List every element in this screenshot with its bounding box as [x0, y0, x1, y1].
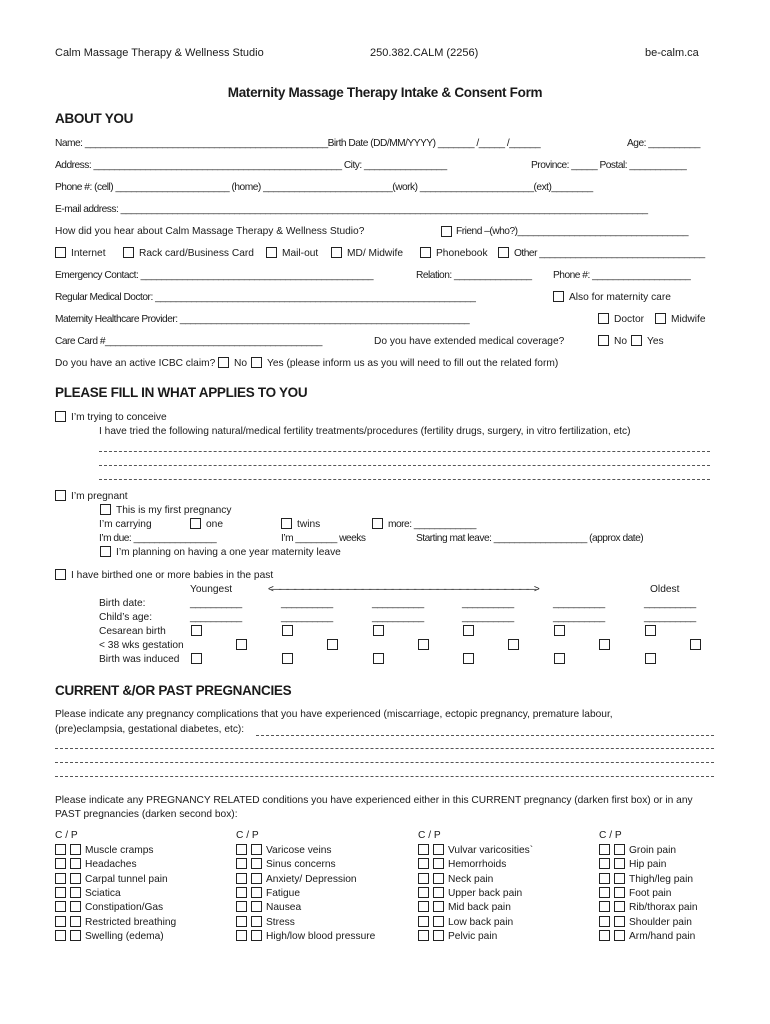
child-6-birth-date[interactable]: __________	[644, 598, 696, 609]
condition-label: Shoulder pain	[629, 917, 692, 928]
gestation-checkbox[interactable]	[508, 639, 519, 650]
midwife-checkbox[interactable]	[655, 313, 666, 324]
form-title: Maternity Massage Therapy Intake & Consent Form	[227, 85, 543, 100]
current-checkbox[interactable]	[418, 887, 429, 898]
past-checkbox[interactable]	[433, 916, 444, 927]
past-checkbox[interactable]	[251, 930, 262, 941]
weeks-field[interactable]: I’m ________ weeks	[281, 533, 366, 544]
coverage-yes-label: Yes	[647, 336, 664, 347]
phone-fields[interactable]: Phone #: (cell) ______________________ (home) _________________________(work) ______________________(ext)________	[55, 182, 593, 193]
fertility-line-2[interactable]	[99, 465, 710, 466]
condition-label: Restricted breathing	[85, 917, 177, 928]
pregnant-checkbox[interactable]	[55, 490, 66, 501]
current-checkbox[interactable]	[599, 901, 610, 912]
age-field[interactable]: Age: __________	[627, 138, 700, 149]
past-checkbox[interactable]	[70, 930, 81, 941]
current-checkbox[interactable]	[418, 901, 429, 912]
current-checkbox[interactable]	[236, 844, 247, 855]
conceive-checkbox[interactable]	[55, 411, 66, 422]
fertility-prompt: I have tried the following natural/medical fertility treatments/procedures (fertility drugs, surgery, in vitro fertilization, etc)	[99, 426, 631, 437]
past-checkbox[interactable]	[433, 930, 444, 941]
induced-label: Birth was induced	[99, 654, 180, 665]
child-2-age[interactable]: __________	[281, 612, 333, 623]
coverage-yes-checkbox[interactable]	[631, 335, 642, 346]
birthed-checkbox[interactable]	[55, 569, 66, 580]
current-checkbox[interactable]	[418, 844, 429, 855]
current-checkbox[interactable]	[55, 930, 66, 941]
child-1-birth-date[interactable]: __________	[190, 598, 242, 609]
condition-label: Muscle cramps	[85, 845, 154, 856]
cesarean-checkbox[interactable]	[554, 625, 565, 636]
current-checkbox[interactable]	[236, 887, 247, 898]
condition-label: Sinus concerns	[266, 859, 336, 870]
child-1-age[interactable]: __________	[190, 612, 242, 623]
twins-label: twins	[297, 519, 321, 530]
icbc-no-checkbox[interactable]	[218, 357, 229, 368]
past-checkbox[interactable]	[614, 901, 625, 912]
doctor-label: Doctor	[614, 314, 645, 325]
past-checkbox[interactable]	[251, 901, 262, 912]
current-checkbox[interactable]	[236, 858, 247, 869]
condition-label: Groin pain	[629, 845, 677, 856]
birth-date-label: Birth date:	[99, 598, 146, 609]
coverage-no-label: No	[614, 336, 628, 347]
icbc-yes-checkbox[interactable]	[251, 357, 262, 368]
pregnant-label: I’m pregnant	[71, 491, 128, 502]
cp-header-1: C / P	[55, 830, 78, 841]
past-checkbox[interactable]	[614, 858, 625, 869]
child-2-birth-date[interactable]: __________	[281, 598, 333, 609]
induced-checkbox[interactable]	[373, 653, 384, 664]
child-5-birth-date[interactable]: __________	[553, 598, 605, 609]
section-about-you: ABOUT YOU	[55, 111, 134, 126]
internet-checkbox[interactable]	[55, 247, 66, 258]
cp-header-4: C / P	[599, 830, 622, 841]
induced-checkbox[interactable]	[191, 653, 202, 664]
complications-line-1[interactable]	[55, 748, 714, 749]
one-checkbox[interactable]	[190, 518, 201, 529]
condition-label: Hemorrhoids	[448, 859, 507, 870]
section-applies: PLEASE FILL IN WHAT APPLIES TO YOU	[55, 385, 308, 400]
current-checkbox[interactable]	[599, 916, 610, 927]
phonebook-label: Phonebook	[436, 248, 488, 259]
md-midwife-label: MD/ Midwife	[347, 248, 404, 259]
current-checkbox[interactable]	[599, 873, 610, 884]
cp-header-3: C / P	[418, 830, 441, 841]
twins-checkbox[interactable]	[281, 518, 292, 529]
coverage-no-checkbox[interactable]	[598, 335, 609, 346]
icbc-yes-label: Yes (please inform us as you will need to fill out the related form)	[267, 358, 559, 369]
cesarean-checkbox[interactable]	[191, 625, 202, 636]
emergency-contact-field[interactable]: Emergency Contact: _____________________________________________	[55, 270, 374, 281]
condition-label: Sciatica	[85, 888, 121, 899]
oldest-label: Oldest	[650, 584, 680, 595]
induced-checkbox[interactable]	[645, 653, 656, 664]
icbc-question: Do you have an active ICBC claim?	[55, 358, 216, 369]
first-pregnancy-checkbox[interactable]	[100, 504, 111, 515]
past-checkbox[interactable]	[70, 916, 81, 927]
complications-line-0[interactable]	[256, 735, 714, 736]
cesarean-checkbox[interactable]	[463, 625, 474, 636]
mail-out-label: Mail-out	[282, 248, 319, 259]
relation-field[interactable]: Relation: _______________	[416, 270, 532, 281]
child-3-age[interactable]: __________	[372, 612, 424, 623]
referral-question: How did you hear about Calm Massage Therapy & Wellness Studio?	[55, 226, 365, 237]
cesarean-checkbox[interactable]	[645, 625, 656, 636]
past-checkbox[interactable]	[70, 858, 81, 869]
condition-label: Varicose veins	[266, 845, 332, 856]
past-checkbox[interactable]	[433, 844, 444, 855]
rack-card-label: Rack card/Business Card	[139, 248, 254, 259]
condition-label: Thigh/leg pain	[629, 874, 694, 885]
current-checkbox[interactable]	[418, 858, 429, 869]
condition-label: Upper back pain	[448, 888, 523, 899]
rack-card-checkbox[interactable]	[123, 247, 134, 258]
gestation-checkbox[interactable]	[418, 639, 429, 650]
past-checkbox[interactable]	[433, 873, 444, 884]
current-checkbox[interactable]	[599, 858, 610, 869]
past-checkbox[interactable]	[251, 844, 262, 855]
care-card-field[interactable]: Care Card #__________________________________________	[55, 336, 322, 347]
cesarean-label: Cesarean birth	[99, 626, 166, 637]
carrying-label: I’m carrying	[99, 519, 152, 530]
child-5-age[interactable]: __________	[553, 612, 605, 623]
cp-header-2: C / P	[236, 830, 259, 841]
condition-label: Vulvar varicosities`	[448, 845, 534, 856]
past-checkbox[interactable]	[614, 916, 625, 927]
condition-label: Anxiety/ Depression	[266, 874, 357, 885]
induced-checkbox[interactable]	[282, 653, 293, 664]
address-city-field[interactable]: Address: ________________________________________________ City: ________________	[55, 160, 447, 171]
current-checkbox[interactable]	[55, 858, 66, 869]
child-4-birth-date[interactable]: __________	[462, 598, 514, 609]
gestation-checkbox[interactable]	[327, 639, 338, 650]
emergency-phone-field[interactable]: Phone #: ___________________	[553, 270, 691, 281]
complications-prompt-1: Please indicate any pregnancy complications that you have experienced (miscarriage, ectopic pregnancy, premature labour,	[55, 709, 613, 720]
also-maternity-checkbox[interactable]	[553, 291, 564, 302]
past-checkbox[interactable]	[70, 844, 81, 855]
friend-field[interactable]: Friend –(who?)_________________________________	[456, 226, 688, 237]
phonebook-checkbox[interactable]	[420, 247, 431, 258]
current-checkbox[interactable]	[599, 887, 610, 898]
current-checkbox[interactable]	[418, 873, 429, 884]
child-4-age[interactable]: __________	[462, 612, 514, 623]
current-checkbox[interactable]	[236, 930, 247, 941]
doctor-checkbox[interactable]	[598, 313, 609, 324]
mat-leave-field[interactable]: Starting mat leave: __________________ (approx date)	[416, 533, 644, 544]
current-checkbox[interactable]	[55, 916, 66, 927]
past-checkbox[interactable]	[70, 873, 81, 884]
related-prompt-2: PAST pregnancies (darken second box):	[55, 809, 238, 820]
provider-field[interactable]: Maternity Healthcare Provider: ________________________________________________________	[55, 314, 470, 325]
doctor-field[interactable]: Regular Medical Doctor: ______________________________________________________________	[55, 292, 476, 303]
other-field[interactable]: Other ________________________________	[514, 248, 705, 259]
other-checkbox[interactable]	[498, 247, 509, 258]
past-checkbox[interactable]	[70, 901, 81, 912]
email-field[interactable]: E-mail address: ______________________________________________________________________________________________________	[55, 204, 648, 215]
past-checkbox[interactable]	[251, 858, 262, 869]
condition-label: Arm/hand pain	[629, 931, 696, 942]
current-checkbox[interactable]	[55, 873, 66, 884]
current-checkbox[interactable]	[599, 844, 610, 855]
condition-label: Constipation/Gas	[85, 902, 164, 913]
past-checkbox[interactable]	[251, 873, 262, 884]
first-pregnancy-label: This is my first pregnancy	[116, 505, 232, 516]
due-date-field[interactable]: I’m due: ________________	[99, 533, 217, 544]
current-checkbox[interactable]	[55, 844, 66, 855]
related-prompt-1: Please indicate any PREGNANCY RELATED conditions you have experienced either in this CURRENT pregnancy (darken first box) or in any	[55, 795, 693, 806]
cesarean-checkbox[interactable]	[282, 625, 293, 636]
past-checkbox[interactable]	[251, 916, 262, 927]
birthed-label: I have birthed one or more babies in the past	[71, 570, 274, 581]
one-label: one	[206, 519, 223, 530]
condition-label: Fatigue	[266, 888, 300, 899]
current-checkbox[interactable]	[418, 930, 429, 941]
past-checkbox[interactable]	[614, 844, 625, 855]
childs-age-label: Child’s age:	[99, 612, 153, 623]
condition-label: Pelvic pain	[448, 931, 498, 942]
complications-prompt-2: (pre)eclampsia, gestational diabetes, etc):	[55, 724, 245, 735]
past-checkbox[interactable]	[433, 901, 444, 912]
gestation-checkbox[interactable]	[690, 639, 701, 650]
past-checkbox[interactable]	[614, 873, 625, 884]
past-checkbox[interactable]	[614, 887, 625, 898]
conceive-label: I’m trying to conceive	[71, 412, 167, 423]
icbc-no-label: No	[234, 358, 248, 369]
current-checkbox[interactable]	[236, 916, 247, 927]
more-checkbox[interactable]	[372, 518, 383, 529]
age-order-arrow: <———————————————————————————————————>	[268, 584, 538, 595]
more-field[interactable]: more: ____________	[388, 519, 476, 530]
past-checkbox[interactable]	[251, 887, 262, 898]
complications-line-3[interactable]	[55, 776, 714, 777]
name-birthdate-field[interactable]: Name: _______________________________________________Birth Date (DD/MM/YYYY) _______ /_____ /______	[55, 138, 541, 149]
condition-label: High/low blood pressure	[266, 931, 376, 942]
current-checkbox[interactable]	[236, 901, 247, 912]
past-checkbox[interactable]	[614, 930, 625, 941]
past-checkbox[interactable]	[70, 887, 81, 898]
gestation-checkbox[interactable]	[236, 639, 247, 650]
fertility-line-3[interactable]	[99, 479, 710, 480]
past-checkbox[interactable]	[433, 887, 444, 898]
condition-label: Rib/thorax pain	[629, 902, 698, 913]
one-year-leave-label: I’m planning on having a one year maternity leave	[116, 547, 341, 558]
studio-website: be-calm.ca	[645, 47, 699, 59]
studio-phone: 250.382.CALM (2256)	[370, 47, 479, 59]
md-midwife-checkbox[interactable]	[331, 247, 342, 258]
internet-label: Internet	[71, 248, 106, 259]
child-3-birth-date[interactable]: __________	[372, 598, 424, 609]
complications-line-2[interactable]	[55, 762, 714, 763]
induced-checkbox[interactable]	[554, 653, 565, 664]
extended-coverage-question: Do you have extended medical coverage?	[374, 336, 565, 347]
gestation-checkbox[interactable]	[599, 639, 610, 650]
one-year-leave-checkbox[interactable]	[100, 546, 111, 557]
cesarean-checkbox[interactable]	[373, 625, 384, 636]
midwife-label: Midwife	[671, 314, 706, 325]
condition-label: Swelling (edema)	[85, 931, 164, 942]
fertility-line-1[interactable]	[99, 451, 710, 452]
condition-label: Carpal tunnel pain	[85, 874, 168, 885]
past-checkbox[interactable]	[433, 858, 444, 869]
child-6-age[interactable]: __________	[644, 612, 696, 623]
current-checkbox[interactable]	[599, 930, 610, 941]
current-checkbox[interactable]	[55, 901, 66, 912]
condition-label: Neck pain	[448, 874, 494, 885]
condition-label: Stress	[266, 917, 295, 928]
condition-label: Nausea	[266, 902, 302, 913]
youngest-label: Youngest	[190, 584, 233, 595]
condition-label: Headaches	[85, 859, 137, 870]
current-checkbox[interactable]	[236, 873, 247, 884]
studio-name: Calm Massage Therapy & Wellness Studio	[55, 47, 264, 59]
condition-label: Mid back pain	[448, 902, 511, 913]
condition-label: Hip pain	[629, 859, 667, 870]
province-postal-field[interactable]: Province: _____ Postal: ___________	[531, 160, 687, 171]
also-maternity-label: Also for maternity care	[569, 292, 671, 303]
current-checkbox[interactable]	[418, 916, 429, 927]
section-past-pregnancies: CURRENT &/OR PAST PREGNANCIES	[55, 683, 292, 698]
induced-checkbox[interactable]	[463, 653, 474, 664]
mail-out-checkbox[interactable]	[266, 247, 277, 258]
current-checkbox[interactable]	[55, 887, 66, 898]
condition-label: Low back pain	[448, 917, 514, 928]
friend-checkbox[interactable]	[441, 226, 452, 237]
condition-label: Foot pain	[629, 888, 672, 899]
gestation-label: < 38 wks gestation	[99, 640, 184, 651]
